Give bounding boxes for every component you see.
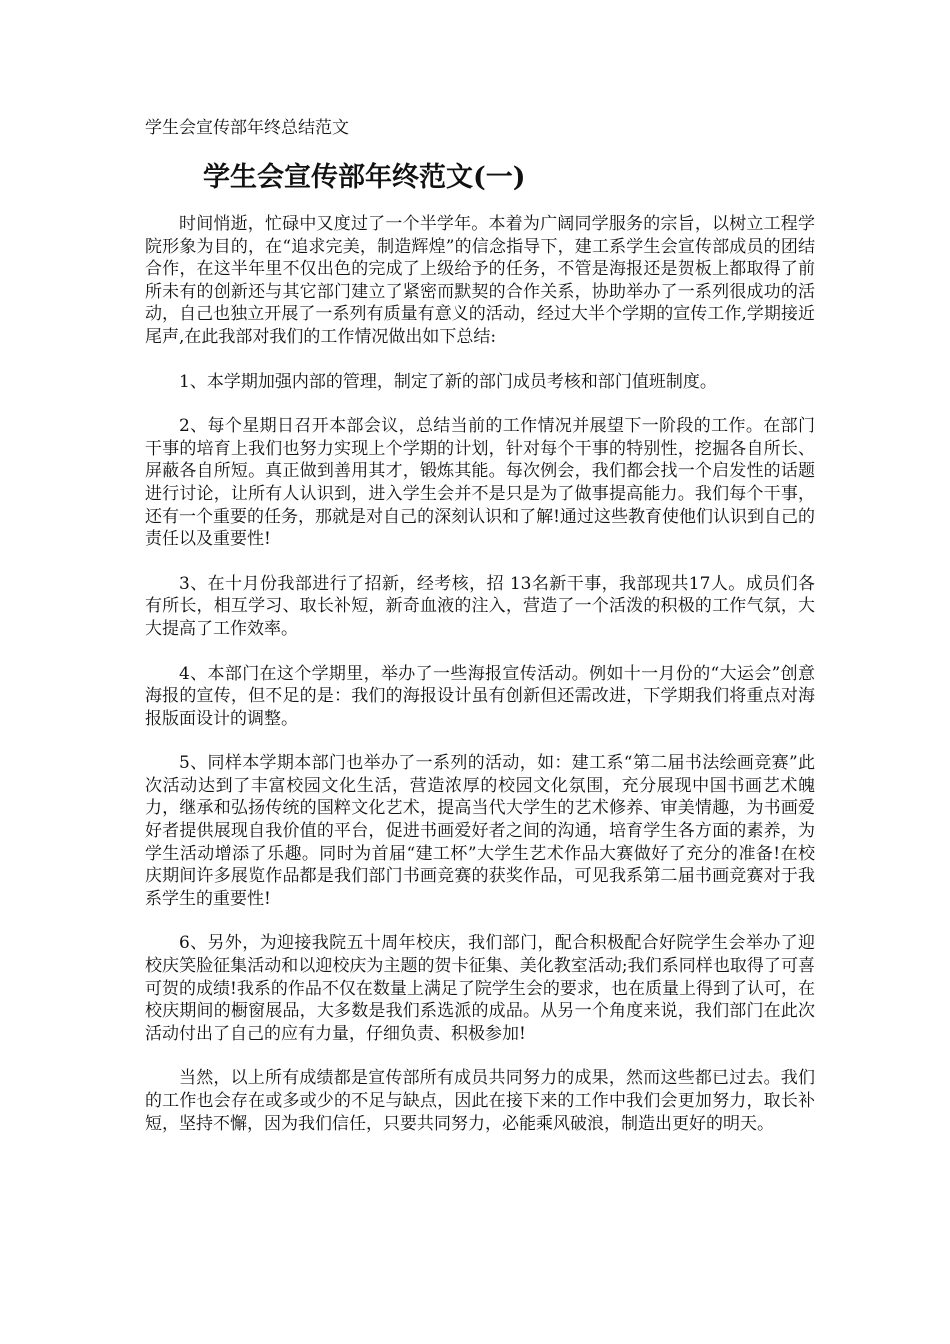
- document-title: 学生会宣传部年终范文(一): [203, 162, 526, 193]
- paragraph-item-1: 1、本学期加强内部的管理，制定了新的部门成员考核和部门值班制度。: [179, 371, 717, 392]
- paragraph-intro: 时间悄逝，忙碌中又度过了一个半学年。本着为广阔同学服务的宗旨，以树立工程学院形象为目的，在“追求完美，制造辉煌”的信念指导下，建工系学生会宣传部成员的团结合作，在这半年里不仅出色的完成了上级给予的任务，不管是海报还是贺板上都取得了前所未有的创新还与其它部门建立了紧密而默契的合作关系，协助举办了一系列很成功的活动，自己也独立开展了一系列有质量有意义的活动，经过大半个学期的宣传工作,学期接近尾声,在此我部对我们的工作情况做出如下总结:: [145, 214, 815, 347]
- document-body: [145, 213, 815, 1157]
- paragraph-item-2: 2、每个星期日召开本部会议，总结当前的工作情况并展望下一阶段的工作。在部门干事的培育上我们也努力实现上个学期的计划，针对每个干事的特别性，挖掘各自所长、屏蔽各自所短。真正做到善用其才，锻炼其能。每次例会，我们都会找一个启发性的话题进行讨论，让所有人认识到，进入学生会并不是只是为了做事提高能力。我们每个干事，还有一个重要的任务，那就是对自己的深刻认识和了解!通过这些教育使他们认识到自己的责任以及重要性!: [145, 416, 815, 550]
- paragraph-conclusion: 当然，以上所有成绩都是宣传部所有成员共同努力的成果，然而这些都已过去。我们的工作也会存在或多或少的不足与缺点，因此在接下来的工作中我们会更加努力，取长补短，坚持不懈，因为我们信任，只要共同努力，必能乘风破浪，制造出更好的明天。: [145, 1068, 815, 1134]
- paragraph-item-3: 3、在十月份我部进行了招新，经考核，招 13名新干事，我部现共17人。成员们各有所长，相互学习、取长补短，新奇血液的注入，营造了一个活泼的积极的工作气氛，大大提高了工作效率。: [145, 573, 815, 639]
- paragraph-item-5: 5、同样本学期本部门也举办了一系列的活动，如：建工系“第二届书法绘画竞赛”此次活动达到了丰富校园文化生活，营造浓厚的校园文化氛围，充分展现中国书画艺术魄力，继承和弘扬传统的国粹文化艺术，提高当代大学生的艺术修养、审美情趣，为书画爱好者提供展现自我价值的平台，促进书画爱好者之间的沟通，培育学生各方面的素养，为学生活动增添了乐趣。同时为首届“建工杯”大学生艺术作品大赛做好了充分的准备!在校庆期间许多展览作品都是我们部门书画竞赛的获奖作品，可见我系第二届书画竞赛对于我系学生的重要性!: [145, 753, 815, 909]
- paragraph-item-6: 6、另外，为迎接我院五十周年校庆，我们部门，配合积极配合好院学生会举办了迎校庆笑脸征集活动和以迎校庆为主题的贺卡征集、美化教室活动;我们系同样也取得了可喜可贺的成绩!我系的作品不仅在数量上满足了院学生会的要求，也在质量上得到了认可，在校庆期间的橱窗展品，大多数是我们系选派的成品。从另一个角度来说，我们部门在此次活动付出了自己的应有力量，仔细负责、积极参加!: [145, 933, 815, 1044]
- paragraph-item-4: 4、本部门在这个学期里，举办了一些海报宣传活动。例如十一月份的“大运会”创意海报的宣传，但不足的是：我们的海报设计虽有创新但还需改进，下学期我们将重点对海报版面设计的调整。: [145, 663, 815, 729]
- document-label: 学生会宣传部年终总结范文: [145, 118, 349, 138]
